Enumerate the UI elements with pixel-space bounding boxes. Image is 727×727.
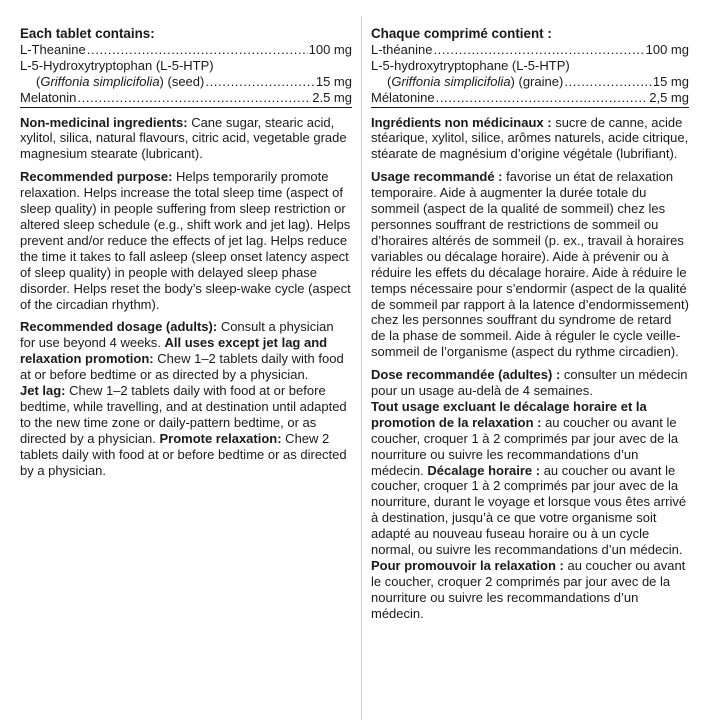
tablet-contents-heading-fr: Chaque comprimé contient : xyxy=(371,26,552,41)
ingredient-name: L-Theanine xyxy=(20,41,86,57)
tablet-contents-heading: Each tablet contains: xyxy=(20,26,155,41)
ingredient-source: (Griffonia simplicifolia) (graine) xyxy=(387,73,564,89)
ingredient-name: Melatonin xyxy=(20,89,77,105)
ingredient-amount: 2.5 mg xyxy=(312,89,352,105)
ingredient-amount: 15 mg xyxy=(315,73,352,89)
source-species: Griffonia simplicifolia xyxy=(40,73,160,89)
nonmedicinal-text: Cane sugar, stearic acid, xylitol, silica, natural flavours, citric acid, vegetable grade magnesium stearate (lubricant). xyxy=(20,114,347,162)
purpose-label: Recommended purpose: xyxy=(20,169,173,185)
source-species: Griffonia simplicifolia xyxy=(391,73,511,89)
dosage-label: Recommended dosage (adults): xyxy=(20,319,218,335)
all-uses-text: Chew 1–2 tablets daily with food at or before bedtime or as directed by a physician. xyxy=(20,351,344,383)
jet-lag-label: Jet lag: xyxy=(20,383,66,399)
ingredient-name: L-théanine xyxy=(371,41,433,57)
ingredient-row xyxy=(371,74,689,90)
all-uses-label: Tout usage excluant le décalage horaire et la promotion de la relaxation : xyxy=(371,398,647,430)
all-uses-text: au coucher ou avant le coucher, croquer 1 à 2 comprimés par jour avec de la nourriture ou suivre les recommandations d’un médecin. xyxy=(371,414,679,478)
leader-dots xyxy=(77,90,311,106)
ingredient-source: (Griffonia simplicifolia) (seed) xyxy=(36,73,205,89)
leader-dots xyxy=(205,74,315,90)
source-part: (graine) xyxy=(514,73,564,89)
relaxation-text: Chew 2 tablets daily with food at or before bedtime or as directed by a physician. xyxy=(20,430,347,478)
leader-dots xyxy=(433,42,644,58)
ingredient-name: L-5-Hydroxytryptophan (L-5-HTP) xyxy=(20,57,214,73)
column-divider xyxy=(361,16,362,720)
recommended-purpose xyxy=(20,169,352,312)
relaxation-label: Pour promouvoir la relaxation : xyxy=(371,558,564,573)
dosage-text: consulter un médecin pour un usage au-delà de 4 semaines. xyxy=(371,367,688,399)
nonmedicinal-ingredients xyxy=(20,115,352,163)
ingredient-row xyxy=(20,58,352,74)
dosage-text: Consult a physician for use beyond 4 weeks. xyxy=(20,319,334,351)
jet-lag-label: Décalage horaire : xyxy=(427,462,541,478)
nonmedicinal-ingredients-fr xyxy=(371,115,689,163)
recommended-purpose-fr xyxy=(371,169,689,360)
relaxation-label: Promote relaxation: xyxy=(159,430,282,446)
french-column xyxy=(371,26,689,622)
ingredient-amount: 2,5 mg xyxy=(649,89,689,105)
section-rule xyxy=(371,107,689,108)
english-column xyxy=(20,26,352,478)
ingredient-name: Mélatonine xyxy=(371,89,435,105)
section-rule xyxy=(20,107,352,108)
source-part: (seed) xyxy=(163,73,205,89)
ingredient-amount: 100 mg xyxy=(645,41,689,57)
nonmedicinal-text: sucre de canne, acide stéarique, xylitol, silice, arômes naturels, acide citrique, stéarate de magnésium d’origine végétale (lubrifiant). xyxy=(371,114,689,162)
jet-lag-text: Chew 1–2 tablets daily with food at or before bedtime, while travelling, and at destination until adapted to the new time zone or daily-pattern bedtime, or as directed by a physician. xyxy=(20,383,347,446)
ingredient-row xyxy=(20,74,352,90)
ingredient-row xyxy=(371,42,689,58)
purpose-text: Helps temporarily promote relaxation. Helps increase the total sleep time (aspect of sleep quality) in people suffering from sleep restriction or altered sleep schedule (e.g., shift work and jet lag). Helps prevent and/or reduce the effects of jet lag. Helps reduce the time it takes to fall asleep (sleep onset latency aspect of sleep quality) in people with delayed sleep phase disorder. Helps reset the body’s sleep-wake cycle (aspect of the circadian rhythm). xyxy=(20,169,351,312)
recommended-dosage xyxy=(20,319,352,478)
ingredient-name: L-5-hydroxytryptophane (L-5-HTP) xyxy=(371,57,570,73)
leader-dots xyxy=(564,74,652,90)
ingredient-row xyxy=(371,58,689,74)
dosage-label: Dose recommandée (adultes) : xyxy=(371,367,561,383)
leader-dots xyxy=(87,42,308,58)
ingredient-row xyxy=(371,90,689,106)
purpose-label: Usage recommandé : xyxy=(371,169,503,185)
ingredient-amount: 15 mg xyxy=(652,73,689,89)
nonmedicinal-label: Ingrédients non médicinaux : xyxy=(371,114,552,130)
all-uses-label: All uses except jet lag and relaxation promotion: xyxy=(20,335,328,367)
purpose-text: favorise un état de relaxation temporaire. Aide à augmenter la durée totale du sommeil (aspect de la qualité de sommeil) chez les personnes souffrant de restrictions de sommeil ou d’horaires altérés de sommeil (p. ex., travail à horaires variables ou décalage horaire). Aide à prévenir ou à réduire les effets du décalage horaire. Aide à réduire le temps nécessaire pour s’endormir (aspect de la qualité de sommeil par rapport à la latence d’endormissement) chez les personnes souffrant du syndrome de retard de la phase de sommeil. Aide à réguler le cycle veille-sommeil de l’organisme (aspect du rythme circadien). xyxy=(371,169,689,360)
nonmedicinal-label: Non-medicinal ingredients: xyxy=(20,114,188,130)
ingredient-amount: 100 mg xyxy=(308,41,352,57)
ingredient-row xyxy=(20,42,352,58)
jet-lag-text: au coucher ou avant le coucher, croquer 1 à 2 comprimés par jour avec de la nourriture, durant le voyage et lorsque vous êtes arrivé à destination, jusqu’à ce que votre organisme soit adapté au nouveau fuseau horaire ou à un cycle normal, ou suivre les recommandations d’un médecin. xyxy=(371,462,687,558)
relaxation-text: au coucher ou avant le coucher, croquer 2 comprimés par jour avec de la nourriture ou suivre les recommandations d’un médecin. xyxy=(371,558,686,621)
ingredient-row xyxy=(20,90,352,106)
leader-dots xyxy=(436,90,649,106)
recommended-dosage-fr xyxy=(371,367,689,622)
